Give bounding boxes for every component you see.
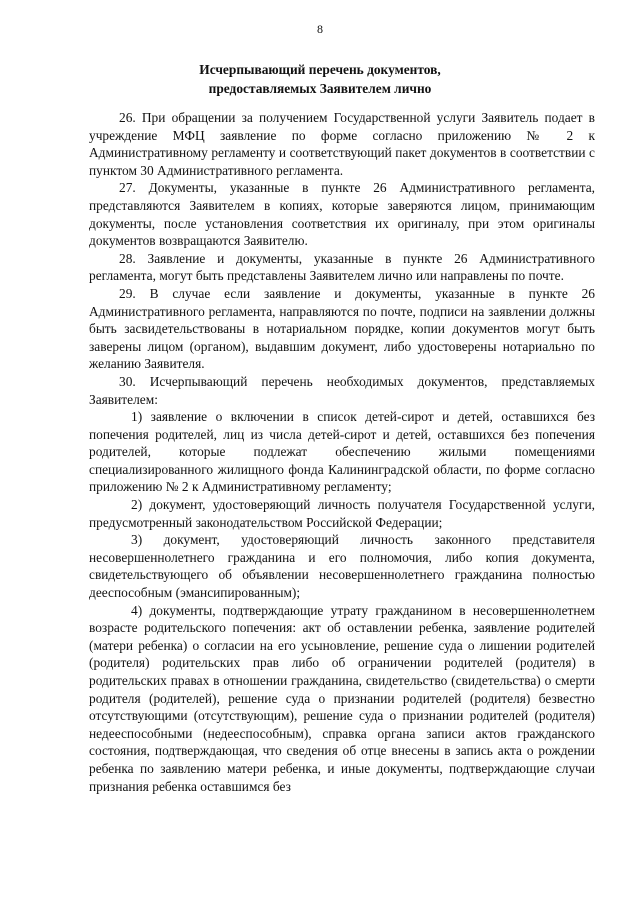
heading-line-1: Исчерпывающий перечень документов,: [199, 62, 441, 77]
paragraph-30: 30. Исчерпывающий перечень необходимых документов, представляемых Заявителем:: [89, 373, 595, 407]
page-number: 8: [317, 22, 323, 36]
heading-line-2: предоставляемых Заявителем лично: [208, 81, 432, 96]
paragraph-27: 27. Документы, указанные в пункте 26 Административного регламента, представляются Заявителем в копиях, которые заверяются лицом, принимающим документы, после установления соответствия их оригиналу, при этом оригиналы документов возвращаются Заявителю.: [89, 180, 595, 249]
list-item-4: 4) документы, подтверждающие утрату гражданином в несовершеннолетнем возрасте родительского попечения: акт об оставлении ребенка, заявление родителей (матери ребенка) о согласии на его усыновление, решение суда о лишении родителей (родителя) родительских прав либо об ограничении родителей (родителя) в родительских правах в отношении гражданина, свидетельство (свидетельства) о смерти родителя (родителей), решение суда о признании родителей (родителя) безвестно отсутствующими (отсутствующим), решение суда о признании родителей (родителя) недееспособными (недееспособным), справка органа записи актов гражданского состояния, подтверждающая, что сведения об отце внесены в запись акта о рождении ребенка по заявлению матери ребенка, и иные документы, подтверждающие случаи признания ребенка оставшимся без: [89, 602, 595, 794]
document-body: [89, 109, 595, 795]
list-item-3: 3) документ, удостоверяющий личность законного представителя несовершеннолетнего гражданина и его полномочия, либо копия документа, свидетельствующего об объявлении несовершеннолетнего гражданина полностью дееспособным (эмансипированным);: [89, 532, 595, 601]
paragraph-29: 29. В случае если заявление и документы, указанные в пункте 26 Административного регламента, направляются по почте, подписи на заявлении должны быть засвидетельствованы в нотариальном порядке, копии документов могут быть заверены лицом (органом), выдавшим документ, либо удостоверены нотариально по желанию Заявителя.: [89, 285, 595, 372]
section-heading: [0, 60, 640, 98]
paragraph-28: 28. Заявление и документы, указанные в пункте 26 Административного регламента, могут быть представлены Заявителем лично или направлены по почте.: [89, 250, 595, 284]
paragraph-26: 26. При обращении за получением Государственной услуги Заявитель подает в учреждение МФЦ заявление по форме согласно приложению № 2 к Административному регламенту и соответствующий пакет документов в соответствии с пунктом 30 Административного регламента.: [89, 110, 595, 178]
list-item-2: 2) документ, удостоверяющий личность получателя Государственной услуги, предусмотренный законодательством Российской Федерации;: [89, 497, 595, 530]
list-item-1: 1) заявление о включении в список детей-сирот и детей, оставшихся без попечения родителей, лиц из числа детей-сирот и детей, оставшихся без попечения родителей, которые подлежат обеспечению жилыми помещениями специализированного жилищного фонда Калининградской области, по форме согласно приложению № 2 к Административному регламенту;: [89, 409, 595, 495]
